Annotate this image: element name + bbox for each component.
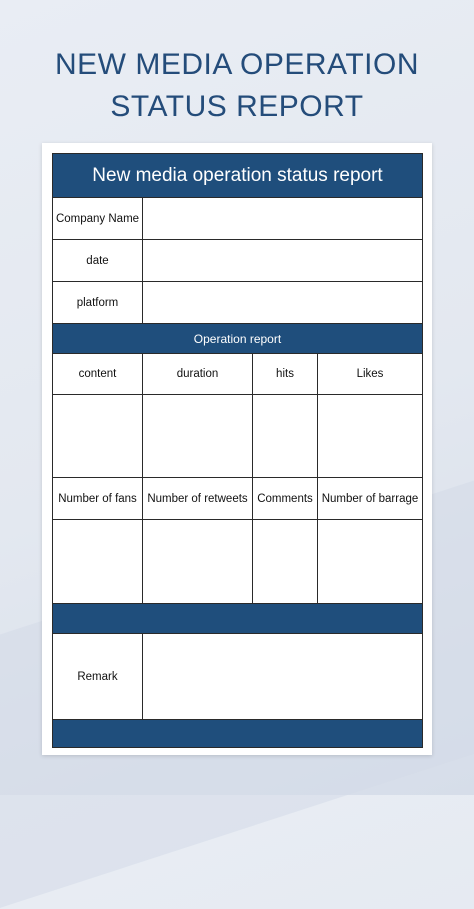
page-title-line-1: NEW MEDIA OPERATION (55, 48, 419, 81)
report-sheet (42, 143, 432, 755)
comments-cell[interactable] (253, 520, 318, 604)
company-name-row (53, 198, 423, 240)
column-comments: Comments (253, 478, 318, 520)
column-header-row-1 (53, 354, 423, 395)
form-header-row (53, 154, 423, 198)
fans-cell[interactable] (53, 520, 143, 604)
platform-row (53, 282, 423, 324)
form-header-title: New media operation status report (53, 154, 423, 198)
column-number-of-retweets: Number of retweets (143, 478, 253, 520)
duration-cell[interactable] (143, 395, 253, 478)
remark-label: Remark (53, 634, 143, 720)
operation-report-row (53, 324, 423, 354)
page-title-line-2: STATUS REPORT (110, 90, 364, 123)
date-label: date (53, 240, 143, 282)
column-duration: duration (143, 354, 253, 395)
data-row-2 (53, 520, 423, 604)
platform-label: platform (53, 282, 143, 324)
column-number-of-fans: Number of fans (53, 478, 143, 520)
column-likes: Likes (318, 354, 423, 395)
remark-field[interactable] (143, 634, 423, 720)
company-name-field[interactable] (143, 198, 423, 240)
hits-cell[interactable] (253, 395, 318, 478)
report-form-table (52, 153, 423, 748)
page-title (0, 44, 474, 128)
retweets-cell[interactable] (143, 520, 253, 604)
footer-bar-cell (53, 720, 423, 748)
column-hits: hits (253, 354, 318, 395)
column-content: content (53, 354, 143, 395)
section-divider-cell (53, 604, 423, 634)
remark-row (53, 634, 423, 720)
footer-bar (53, 720, 423, 748)
company-name-label: Company Name (53, 198, 143, 240)
barrage-cell[interactable] (318, 520, 423, 604)
section-divider-bar (53, 604, 423, 634)
operation-report-heading: Operation report (53, 324, 423, 354)
likes-cell[interactable] (318, 395, 423, 478)
platform-field[interactable] (143, 282, 423, 324)
data-row-1 (53, 395, 423, 478)
date-row (53, 240, 423, 282)
column-number-of-barrage: Number of barrage (318, 478, 423, 520)
date-field[interactable] (143, 240, 423, 282)
column-header-row-2 (53, 478, 423, 520)
content-cell[interactable] (53, 395, 143, 478)
